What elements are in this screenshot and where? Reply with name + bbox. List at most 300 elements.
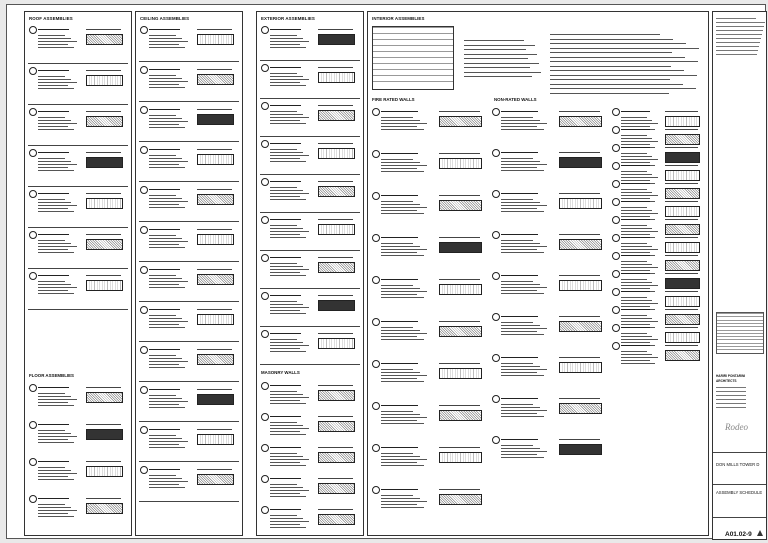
detail-note-line xyxy=(38,281,65,282)
detail-note-line xyxy=(621,279,647,280)
detail-tag xyxy=(492,231,500,239)
detail-name-bar xyxy=(149,189,180,190)
plot-stamp xyxy=(7,273,8,274)
detail-name-bar xyxy=(149,229,180,230)
detail-note-line xyxy=(38,393,65,394)
legend-note-line xyxy=(464,54,537,55)
detail-note-line xyxy=(270,431,300,432)
detail-name-bar xyxy=(38,193,69,194)
detail-note-line xyxy=(270,111,297,112)
detail-note-line xyxy=(621,249,658,250)
assembly-detail xyxy=(372,486,487,516)
revision-row-line xyxy=(717,349,763,350)
detail-tag xyxy=(612,252,620,260)
section-label-bar xyxy=(318,416,353,417)
detail-note-line xyxy=(270,196,300,197)
table-row-line xyxy=(373,51,453,52)
detail-note-line xyxy=(149,327,185,328)
detail-note-line xyxy=(270,348,300,349)
detail-note-line xyxy=(270,304,303,305)
divider xyxy=(260,288,360,289)
detail-note-line xyxy=(621,159,658,160)
detail-note-line xyxy=(381,501,427,502)
detail-tag xyxy=(492,149,500,157)
section-label-bar xyxy=(86,111,121,112)
detail-note-line xyxy=(621,120,652,121)
detail-name-bar xyxy=(149,149,180,150)
detail-note-line xyxy=(381,285,413,286)
detail-name-bar xyxy=(38,70,69,71)
section-hatch xyxy=(318,421,355,432)
detail-note-line xyxy=(621,357,658,358)
detail-name-bar xyxy=(270,333,301,334)
detail-note-line xyxy=(149,124,179,125)
detail-note-line xyxy=(621,282,652,283)
detail-note-line xyxy=(270,44,300,45)
legend-note-line xyxy=(464,40,524,41)
assembly-detail xyxy=(140,466,238,496)
assembly-detail xyxy=(261,475,359,505)
divider xyxy=(139,421,239,422)
section-label-bar xyxy=(318,105,353,106)
revision-row-line xyxy=(717,313,763,314)
divider xyxy=(260,364,360,365)
detail-note-line xyxy=(270,187,297,188)
section-label-bar xyxy=(86,193,121,194)
assembly-detail xyxy=(29,108,127,138)
detail-name-bar xyxy=(38,424,69,425)
detail-note-line xyxy=(381,294,417,295)
section-label-bar xyxy=(559,152,600,153)
detail-note-line xyxy=(381,171,424,172)
detail-note-line xyxy=(149,398,182,399)
section-hatch xyxy=(86,392,123,403)
detail-note-line xyxy=(38,436,77,437)
detail-note-line xyxy=(270,521,309,522)
detail-tag xyxy=(612,180,620,188)
detail-note-line xyxy=(149,207,185,208)
section-label-bar xyxy=(318,257,353,258)
general-note-line xyxy=(550,57,685,58)
detail-note-line xyxy=(501,167,537,168)
divider xyxy=(260,174,360,175)
section-label-bar xyxy=(86,234,121,235)
detail-note-line xyxy=(501,202,540,203)
detail-note-line xyxy=(149,198,182,199)
section-hatch xyxy=(86,75,123,86)
title-block-note-line xyxy=(716,38,761,39)
detail-note-line xyxy=(381,375,427,376)
detail-note-line xyxy=(149,204,179,205)
detail-note-line xyxy=(149,361,188,362)
detail-tag xyxy=(612,270,620,278)
detail-note-line xyxy=(381,504,417,505)
detail-note-line xyxy=(621,195,658,196)
detail-note-line xyxy=(270,422,297,423)
table-row-line xyxy=(373,63,453,64)
detail-note-line xyxy=(270,456,303,457)
detail-name-bar xyxy=(621,327,650,328)
section-label-bar xyxy=(197,189,232,190)
section-hatch xyxy=(439,158,482,169)
detail-note-line xyxy=(621,318,652,319)
revision-row-line xyxy=(717,336,763,337)
floor-assemblies-heading: FLOOR ASSEMBLIES xyxy=(29,373,74,378)
detail-tag xyxy=(372,276,380,284)
interior-column xyxy=(367,11,709,536)
detail-note-line xyxy=(38,164,77,165)
divider xyxy=(139,501,239,502)
section-hatch xyxy=(559,157,602,168)
detail-note-line xyxy=(38,399,77,400)
detail-note-line xyxy=(621,210,652,211)
section-hatch xyxy=(318,514,355,525)
detail-tag xyxy=(261,254,269,262)
detail-note-line xyxy=(270,484,297,485)
assembly-detail xyxy=(492,231,607,261)
section-label-bar xyxy=(559,439,600,440)
detail-note-line xyxy=(621,189,647,190)
detail-note-line xyxy=(38,252,74,253)
detail-note-line xyxy=(149,167,185,168)
detail-note-line xyxy=(381,255,424,256)
section-hatch xyxy=(197,394,234,405)
detail-name-bar xyxy=(381,489,418,490)
detail-tag xyxy=(29,108,37,116)
revision-row-line xyxy=(717,330,763,331)
detail-tag xyxy=(140,306,148,314)
divider xyxy=(28,186,128,187)
revision-row-line xyxy=(717,320,763,321)
detail-note-line xyxy=(149,367,185,368)
detail-note-line xyxy=(381,378,417,379)
detail-note-line xyxy=(270,152,303,153)
section-label-bar xyxy=(665,273,698,274)
detail-note-line xyxy=(270,85,306,86)
assembly-detail xyxy=(372,360,487,390)
detail-note-line xyxy=(149,161,188,162)
section-hatch xyxy=(439,452,482,463)
assembly-detail xyxy=(492,354,607,384)
section-hatch xyxy=(197,354,234,365)
detail-note-line xyxy=(381,204,420,205)
assembly-detail xyxy=(492,108,607,138)
detail-note-line xyxy=(38,205,77,206)
detail-note-line xyxy=(381,249,427,250)
detail-name-bar xyxy=(149,309,180,310)
detail-note-line xyxy=(621,354,652,355)
assembly-detail xyxy=(372,444,487,474)
assembly-detail xyxy=(372,318,487,348)
section-label-bar xyxy=(559,234,600,235)
divider xyxy=(28,227,128,228)
section-label-bar xyxy=(439,153,480,154)
detail-name-bar xyxy=(149,389,180,390)
assembly-detail xyxy=(29,190,127,220)
detail-note-line xyxy=(621,297,647,298)
assembly-detail xyxy=(29,149,127,179)
detail-note-line xyxy=(270,345,309,346)
detail-note-line xyxy=(38,123,77,124)
general-note-line xyxy=(550,75,697,76)
table-row-line xyxy=(373,57,453,58)
detail-note-line xyxy=(621,192,652,193)
detail-tag xyxy=(29,272,37,280)
title-block-note-line xyxy=(716,34,762,35)
detail-note-line xyxy=(501,369,547,370)
detail-note-line xyxy=(38,158,65,159)
section-hatch xyxy=(86,239,123,250)
detail-note-line xyxy=(270,342,303,343)
detail-note-line xyxy=(381,210,417,211)
revision-row-line xyxy=(717,326,763,327)
detail-note-line xyxy=(621,156,652,157)
detail-note-line xyxy=(38,476,68,477)
section-label-bar xyxy=(665,291,698,292)
section-hatch xyxy=(559,198,602,209)
section-hatch xyxy=(197,474,234,485)
roof-assemblies-heading: ROOF ASSEMBLIES xyxy=(29,16,73,21)
detail-tag xyxy=(492,108,500,116)
detail-note-line xyxy=(501,117,533,118)
assembly-detail xyxy=(492,149,607,179)
general-note-line xyxy=(550,52,672,53)
detail-note-line xyxy=(501,363,533,364)
revision-grid xyxy=(716,312,764,354)
section-label-bar xyxy=(665,147,698,148)
assembly-detail xyxy=(261,140,359,170)
detail-note-line xyxy=(501,284,540,285)
detail-note-line xyxy=(38,504,65,505)
detail-note-line xyxy=(38,38,71,39)
detail-note-line xyxy=(270,490,309,491)
firm-detail-line xyxy=(716,387,746,388)
revision-row-line xyxy=(717,316,763,317)
detail-note-line xyxy=(149,284,179,285)
detail-name-bar xyxy=(381,111,418,112)
section-label-bar xyxy=(86,70,121,71)
detail-name-bar xyxy=(149,109,180,110)
section-label-bar xyxy=(559,398,600,399)
detail-note-line xyxy=(621,207,647,208)
detail-note-line xyxy=(38,513,68,514)
detail-note-line xyxy=(38,170,74,171)
detail-tag xyxy=(612,324,620,332)
assembly-detail xyxy=(261,216,359,246)
section-label-bar xyxy=(86,498,121,499)
detail-name-bar xyxy=(621,345,650,346)
detail-tag xyxy=(261,178,269,186)
detail-name-bar xyxy=(38,387,69,388)
detail-tag xyxy=(261,506,269,514)
detail-note-line xyxy=(149,87,185,88)
section-label-bar xyxy=(318,67,353,68)
detail-note-line xyxy=(149,487,185,488)
detail-tag xyxy=(612,108,620,116)
detail-note-line xyxy=(381,423,424,424)
detail-note-line xyxy=(149,484,179,485)
exterior-assemblies-heading: EXTERIOR ASSEMBLIES xyxy=(261,16,315,21)
detail-note-line xyxy=(501,451,547,452)
assembly-detail xyxy=(140,346,238,376)
title-block-note-line xyxy=(716,18,756,19)
detail-note-line xyxy=(38,76,65,77)
detail-note-line xyxy=(270,76,303,77)
detail-note-line xyxy=(381,372,420,373)
divider xyxy=(139,221,239,222)
table-row-line xyxy=(373,45,453,46)
detail-note-line xyxy=(149,318,182,319)
assembly-detail xyxy=(29,26,127,56)
section-hatch xyxy=(318,148,355,159)
title-block-note-line xyxy=(716,46,759,47)
detail-note-line xyxy=(38,47,74,48)
masonry-walls-heading: MASONRY WALLS xyxy=(261,370,300,375)
detail-note-line xyxy=(38,82,77,83)
detail-note-line xyxy=(270,38,303,39)
detail-tag xyxy=(492,354,500,362)
detail-note-line xyxy=(38,44,68,45)
section-hatch xyxy=(318,390,355,401)
section-hatch xyxy=(439,494,482,505)
section-label-bar xyxy=(559,357,600,358)
detail-note-line xyxy=(149,324,179,325)
detail-note-line xyxy=(149,247,185,248)
detail-note-line xyxy=(149,244,179,245)
detail-note-line xyxy=(149,38,182,39)
detail-note-line xyxy=(270,228,303,229)
detail-name-bar xyxy=(270,447,301,448)
detail-note-line xyxy=(149,281,188,282)
detail-note-line xyxy=(149,481,188,482)
detail-tag xyxy=(29,495,37,503)
detail-note-line xyxy=(270,462,300,463)
assembly-detail xyxy=(140,186,238,216)
detail-name-bar xyxy=(621,273,650,274)
detail-note-line xyxy=(501,445,533,446)
detail-note-line xyxy=(501,170,544,171)
detail-note-line xyxy=(270,434,306,435)
detail-note-line xyxy=(270,231,309,232)
revision-row-line xyxy=(717,323,763,324)
detail-note-line xyxy=(501,161,540,162)
detail-name-bar xyxy=(270,509,301,510)
section-hatch xyxy=(559,239,602,250)
detail-note-line xyxy=(381,333,427,334)
detail-name-bar xyxy=(270,219,301,220)
detail-name-bar xyxy=(38,111,69,112)
detail-name-bar xyxy=(270,478,301,479)
detail-note-line xyxy=(149,278,182,279)
section-hatch xyxy=(86,280,123,291)
detail-note-line xyxy=(381,420,417,421)
detail-tag xyxy=(492,436,500,444)
divider xyxy=(260,136,360,137)
detail-note-line xyxy=(501,375,544,376)
detail-note-line xyxy=(38,199,65,200)
detail-note-line xyxy=(621,228,652,229)
detail-name-bar xyxy=(270,416,301,417)
divider xyxy=(260,250,360,251)
detail-note-line xyxy=(501,252,544,253)
section-label-bar xyxy=(86,152,121,153)
detail-note-line xyxy=(149,321,188,322)
detail-note-line xyxy=(621,243,647,244)
section-hatch xyxy=(559,280,602,291)
detail-note-line xyxy=(381,162,420,163)
assembly-detail xyxy=(261,254,359,284)
firm-detail-line xyxy=(716,399,746,400)
assembly-detail xyxy=(372,150,487,180)
detail-tag xyxy=(492,313,500,321)
detail-note-line xyxy=(501,240,533,241)
section-label-bar xyxy=(559,275,600,276)
firm-name-line-2: ARCHITECTS xyxy=(716,379,737,383)
detail-note-line xyxy=(270,161,306,162)
detail-name-bar xyxy=(270,105,301,106)
assembly-detail xyxy=(261,64,359,94)
detail-tag xyxy=(29,67,37,75)
table-row-line xyxy=(373,39,453,40)
roof-floor-column xyxy=(24,11,132,536)
detail-note-line xyxy=(381,465,424,466)
detail-note-line xyxy=(621,267,658,268)
title-block-note-line xyxy=(716,42,760,43)
detail-note-line xyxy=(621,336,652,337)
revision-row-line xyxy=(717,343,763,344)
detail-name-bar xyxy=(621,165,650,166)
section-label-bar xyxy=(197,29,232,30)
detail-note-line xyxy=(501,243,540,244)
assembly-detail xyxy=(372,276,487,306)
detail-name-bar xyxy=(381,153,418,154)
assembly-detail xyxy=(140,386,238,416)
assembly-detail xyxy=(261,382,359,412)
detail-note-line xyxy=(501,448,540,449)
detail-name-bar xyxy=(270,67,301,68)
sheet-title: ASSEMBLY SCHEDULE xyxy=(716,490,763,495)
detail-tag xyxy=(612,288,620,296)
ceiling-assemblies-heading: CEILING ASSEMBLIES xyxy=(140,16,190,21)
detail-note-line xyxy=(38,85,68,86)
detail-note-line xyxy=(270,193,309,194)
detail-note-line xyxy=(149,201,188,202)
detail-note-line xyxy=(149,364,179,365)
assembly-detail xyxy=(372,192,487,222)
divider xyxy=(139,341,239,342)
section-label-bar xyxy=(197,349,232,350)
detail-note-line xyxy=(270,269,309,270)
detail-tag xyxy=(492,272,500,280)
section-hatch xyxy=(197,114,234,125)
detail-note-line xyxy=(149,287,185,288)
revision-row-line xyxy=(717,346,763,347)
detail-note-line xyxy=(501,331,537,332)
detail-tag xyxy=(140,426,148,434)
section-hatch xyxy=(318,224,355,235)
detail-note-line xyxy=(38,202,71,203)
detail-note-line xyxy=(38,120,71,121)
detail-name-bar xyxy=(149,349,180,350)
detail-name-bar xyxy=(621,291,650,292)
detail-note-line xyxy=(38,117,65,118)
detail-note-line xyxy=(149,41,188,42)
section-hatch xyxy=(318,34,355,45)
section-label-bar xyxy=(665,219,698,220)
detail-note-line xyxy=(38,161,71,162)
section-hatch xyxy=(197,434,234,445)
detail-note-line xyxy=(501,407,540,408)
